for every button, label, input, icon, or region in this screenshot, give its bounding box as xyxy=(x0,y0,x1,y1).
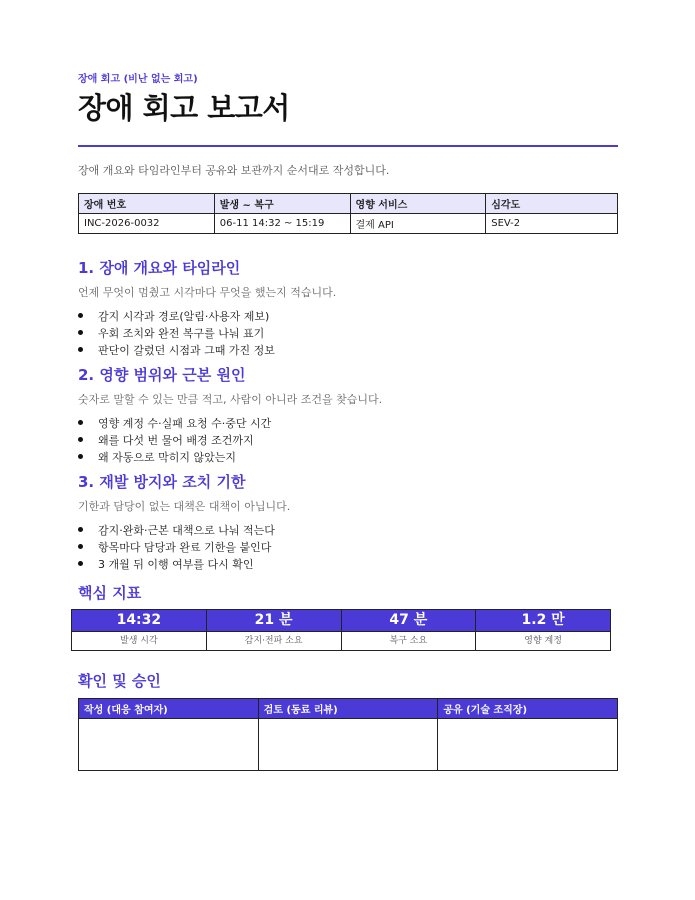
approval-table xyxy=(78,698,618,771)
approval-header-cell: 공유 (기술 조직장) xyxy=(438,699,618,719)
section-heading: 3. 재발 방지와 조치 기한 xyxy=(78,473,246,491)
approval-signature-row xyxy=(79,719,618,771)
list-item xyxy=(78,522,618,539)
metric-card xyxy=(72,610,207,650)
metric-value: 21 분 xyxy=(207,610,341,631)
bullet-icon xyxy=(78,420,83,425)
bullet-icon xyxy=(78,313,83,318)
metric-label: 발생 시각 xyxy=(72,631,206,650)
section-subtitle: 언제 무엇이 멈췄고 시각마다 무엇을 했는지 적습니다. xyxy=(78,286,337,299)
metric-value: 14:32 xyxy=(72,610,206,631)
list-item-text: 왜를 다섯 번 물어 배경 조건까지 xyxy=(98,434,254,447)
approval-header-cell: 작성 (대응 참여자) xyxy=(79,699,259,719)
title-divider xyxy=(78,145,618,147)
metric-value: 47 분 xyxy=(342,610,476,631)
list-item xyxy=(78,449,618,466)
doc-kicker: 장애 회고 (비난 없는 회고) xyxy=(78,74,198,85)
approval-heading: 확인 및 승인 xyxy=(78,672,161,690)
section-impact-rootcause xyxy=(78,364,618,466)
list-item xyxy=(78,342,618,359)
list-item-text: 왜 자동으로 막히지 않았는지 xyxy=(98,451,237,464)
metric-label: 감지·전파 소요 xyxy=(207,631,341,650)
key-metrics-strip xyxy=(71,609,611,651)
signature-cell-reviewer xyxy=(258,719,438,771)
metric-card xyxy=(476,610,610,650)
meta-header-row xyxy=(79,194,618,214)
incident-meta-table xyxy=(78,193,618,234)
bullet-icon xyxy=(78,347,83,352)
list-item xyxy=(78,539,618,556)
metric-card xyxy=(207,610,342,650)
list-item-text: 감지 시각과 경로(알림·사용자 제보) xyxy=(98,310,270,323)
metric-value: 1.2 만 xyxy=(476,610,610,631)
list-item xyxy=(78,415,618,432)
list-item xyxy=(78,432,618,449)
meta-value-cell: 06-11 14:32 ~ 15:19 xyxy=(214,214,350,234)
signature-cell-sharer xyxy=(438,719,618,771)
list-item-text: 항목마다 담당과 완료 기한을 붙인다 xyxy=(98,541,272,554)
list-item-text: 판단이 갈렸던 시점과 그때 가진 정보 xyxy=(98,344,275,357)
list-item-text: 감지·완화·근본 대책으로 나눠 적는다 xyxy=(98,524,275,537)
section-heading: 1. 장애 개요와 타임라인 xyxy=(78,259,241,277)
bullet-icon xyxy=(78,527,83,532)
approval-header-cell: 검토 (동료 리뷰) xyxy=(258,699,438,719)
bullet-icon xyxy=(78,454,83,459)
bullet-list xyxy=(78,308,618,359)
section-prevention-deadline xyxy=(78,471,618,573)
bullet-icon xyxy=(78,437,83,442)
approval-header-row xyxy=(79,699,618,719)
list-item-text: 우회 조치와 완전 복구를 나눠 표기 xyxy=(98,327,265,340)
bullet-icon xyxy=(78,561,83,566)
page-title: 장애 회고 보고서 xyxy=(78,91,290,125)
meta-value-row xyxy=(79,214,618,234)
bullet-list xyxy=(78,522,618,573)
meta-header-cell: 영향 서비스 xyxy=(350,194,486,214)
list-item xyxy=(78,556,618,573)
list-item xyxy=(78,325,618,342)
metrics-heading: 핵심 지표 xyxy=(78,584,142,602)
signature-cell-author xyxy=(79,719,259,771)
intro-text: 장애 개요와 타임라인부터 공유와 보관까지 순서대로 작성합니다. xyxy=(78,164,390,177)
list-item-text: 3 개월 뒤 이행 여부를 다시 확인 xyxy=(98,558,254,571)
meta-header-cell: 심각도 xyxy=(486,194,618,214)
list-item xyxy=(78,308,618,325)
section-subtitle: 숫자로 말할 수 있는 만큼 적고, 사람이 아니라 조건을 찾습니다. xyxy=(78,393,383,406)
metric-label: 복구 소요 xyxy=(342,631,476,650)
meta-header-cell: 장애 번호 xyxy=(79,194,215,214)
meta-value-cell: SEV-2 xyxy=(486,214,618,234)
metric-card xyxy=(342,610,477,650)
section-overview-timeline xyxy=(78,257,618,359)
section-heading: 2. 영향 범위와 근본 원인 xyxy=(78,366,246,384)
meta-value-cell: INC-2026-0032 xyxy=(79,214,215,234)
bullet-icon xyxy=(78,544,83,549)
meta-header-cell: 발생 ~ 복구 xyxy=(214,194,350,214)
list-item-text: 영향 계정 수·실패 요청 수·중단 시간 xyxy=(98,417,272,430)
meta-value-cell: 결제 API xyxy=(350,214,486,234)
bullet-list xyxy=(78,415,618,466)
section-subtitle: 기한과 담당이 없는 대책은 대책이 아닙니다. xyxy=(78,500,291,513)
metric-label: 영향 계정 xyxy=(476,631,610,650)
bullet-icon xyxy=(78,330,83,335)
